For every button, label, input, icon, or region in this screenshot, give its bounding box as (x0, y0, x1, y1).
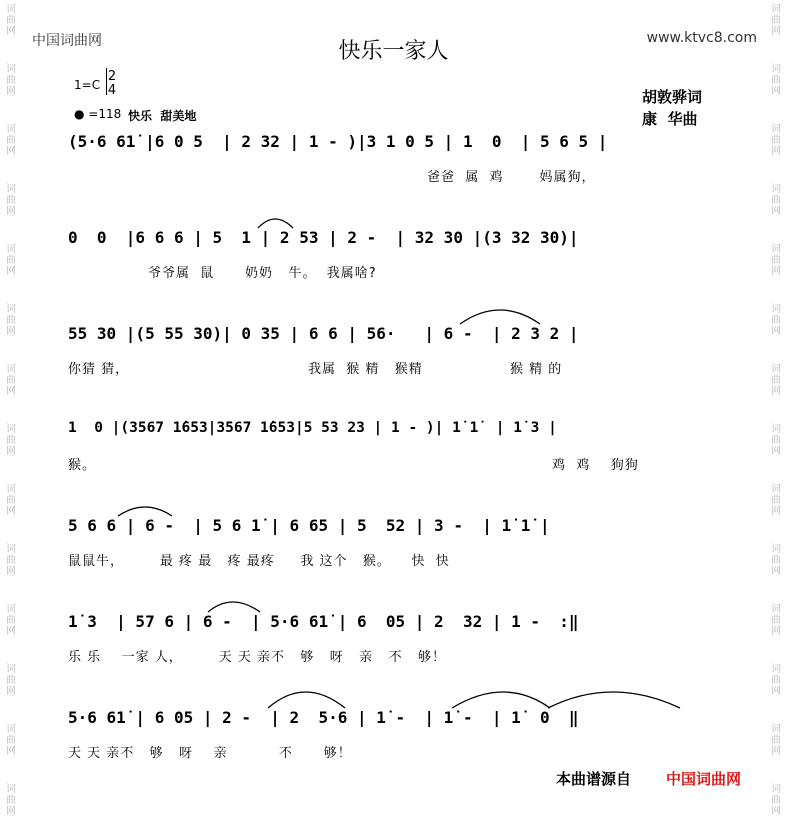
time-signature-bottom: 4 (107, 83, 117, 98)
score-title: 快乐一家人 (338, 39, 449, 64)
notation-row: 1̇ 3 | 57 6 | 6 - | 5·6 61̇ | 6 05 | 2 32 | 1 - :‖ (68, 612, 579, 631)
slur (548, 692, 680, 708)
lyric-line: 猴。 (68, 458, 97, 473)
key-signature: 1=C (74, 78, 101, 92)
slur (208, 602, 260, 612)
footer-source-label: 本曲谱源自 (556, 770, 632, 788)
notation-row: 55 30 |(5 55 30)| 0 35 | 6 6 | 56· | 6 - | 2 3 2 | (68, 324, 579, 343)
lyric-line: 鼠鼠牛， 最 疼 最 疼 最疼 我 这个 猴。 快 快 (68, 554, 450, 569)
notation-row: (5·6 61̇ |6 0 5 | 2 32 | 1 - )|3 1 0 5 | 1 0 | 5 6 5 | (68, 132, 608, 151)
notation-row: 5·6 61̇ | 6 05 | 2 - | 2 5·6 | 1̇ - | 1̇ - | 1̇ 0 ‖ (68, 708, 579, 727)
time-signature-top: 2 (107, 69, 117, 84)
expression-marking: 快乐 甜美地 (128, 109, 197, 123)
left-watermark-column: 词 曲 网 词 曲 网 词 曲 网 词 曲 网 词 曲 网 词 曲 网 词 曲 网 词 曲 网 词 曲 网 词 曲 网 词 曲 网 词 曲 网 词 曲 网 词 曲 网 (6, 4, 16, 817)
lyric-line: 爷爷属 鼠 奶奶 牛。 我属啥? (148, 266, 377, 281)
lyric-line: 你猜 猜， (68, 362, 130, 377)
lyric-line: 天 天 亲不 够 呀 亲 不 够！ (68, 746, 352, 761)
right-watermark-column: 词 曲 网 词 曲 网 词 曲 网 词 曲 网 词 曲 网 词 曲 网 词 曲 网 词 曲 网 词 曲 网 词 曲 网 词 曲 网 词 曲 网 词 曲 网 词 曲 网 (771, 4, 781, 817)
lyric-line: 鸡 鸡 狗狗 (552, 458, 639, 473)
lyric-line: 爸爸 属 鸡 妈属狗， (427, 170, 596, 185)
composer-credit: 康 华曲 (642, 110, 698, 128)
slur (118, 507, 172, 516)
notation-row: 5 6 6 | 6 - | 5 6 1̇ | 6 65 | 5 52 | 3 - | 1̇ 1̇ | (68, 516, 550, 535)
lyric-line: 我属 猴 精 猴精 猴 精 的 (308, 362, 563, 377)
lyricist-credit: 胡敦骅词 (642, 88, 703, 106)
tempo-value: =118 (88, 107, 122, 121)
slur (460, 310, 540, 324)
footer-source-site: 中国词曲网 (666, 770, 742, 788)
watermark-url: www.ktvc8.com (646, 30, 757, 46)
tempo-marking: ● =118 (74, 107, 122, 121)
slur (452, 692, 550, 708)
lyric-line: 乐 乐 一家 人， 天 天 亲不 够 呀 亲 不 够！ (68, 650, 446, 665)
watermark-site-name: 中国词曲网 (32, 33, 102, 49)
slur (268, 692, 345, 708)
notation-row: 1 0 |(3567 1̇653|3567 1̇653|5 53 23 | 1 - )| 1̇ 1̇ | 1̇ 3 | (68, 420, 557, 436)
slur (258, 219, 293, 228)
notation-row: 0 0 |6 6 6 | 5 1 | 2 53 | 2 - | 32 30 |(3 32 30)| (68, 228, 579, 247)
